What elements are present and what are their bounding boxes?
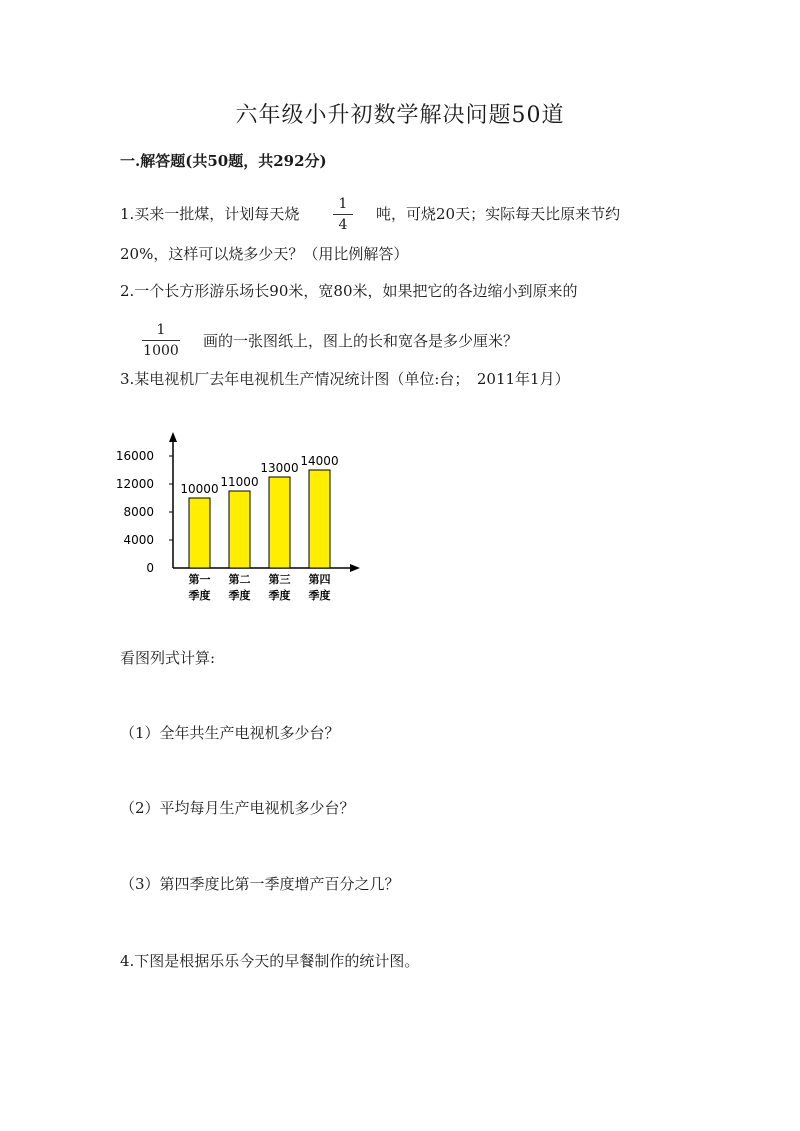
q2-fraction-bar xyxy=(142,340,180,341)
bar-value-label: 11000 xyxy=(220,475,259,489)
category-label-line2: 季度 xyxy=(228,589,251,602)
q1-fraction-numerator: 1 xyxy=(338,196,348,212)
category-label-line2: 季度 xyxy=(188,589,211,602)
category-label-line2: 季度 xyxy=(268,589,291,602)
category-label-line1: 第四 xyxy=(308,573,331,586)
q1-fraction xyxy=(333,196,353,233)
q3-prompt: 看图列式计算: xyxy=(120,649,216,667)
q4-text-line1: 4.下图是根据乐乐今天的早餐制作的统计图。 xyxy=(120,952,420,970)
q1-text-line2: 20%，这样可以烧多少天？（用比例解答） xyxy=(120,245,409,263)
bar-value-label: 10000 xyxy=(180,482,219,496)
q3-text-line1: 3.某电视机厂去年电视机生产情况统计图（单位:台； 2011年1月） xyxy=(120,370,570,388)
section-heading: 一.解答题(共50题，共292分) xyxy=(120,152,327,170)
q3-sub2: （2）平均每月生产电视机多少台？ xyxy=(120,799,355,817)
q1-text-part1: 1.买来一批煤，计划每天烧 xyxy=(120,205,300,223)
y-axis-arrow xyxy=(169,432,177,442)
q2-text-line1: 2.一个长方形游乐场长90米，宽80米，如果把它的各边缩小到原来的 xyxy=(120,282,578,300)
page-title: 六年级小升初数学解决问题50道 xyxy=(235,103,565,128)
q1-text-part2: 吨，可烧20天；实际每天比原来节约 xyxy=(376,205,621,223)
category-label-line2: 季度 xyxy=(308,589,331,602)
y-tick-label: 16000 xyxy=(115,449,154,463)
bar-value-label: 13000 xyxy=(260,461,299,475)
bar xyxy=(229,491,250,568)
x-axis-arrow xyxy=(350,564,360,572)
category-label-line1: 第三 xyxy=(268,573,291,586)
y-tick-label: 12000 xyxy=(115,477,154,491)
production-bar-chart xyxy=(110,430,370,610)
y-tick-label: 8000 xyxy=(123,505,154,519)
bar xyxy=(189,498,210,568)
q2-fraction-numerator: 1 xyxy=(156,322,166,338)
bar-value-label: 14000 xyxy=(300,454,339,468)
q2-fraction-denominator: 1000 xyxy=(143,343,179,359)
bar xyxy=(309,470,330,568)
q2-text-line2: 画的一张图纸上，图上的长和宽各是多少厘米？ xyxy=(203,332,519,350)
q1-fraction-denominator: 4 xyxy=(338,217,348,233)
category-label-line1: 第二 xyxy=(228,573,251,586)
category-label-line1: 第一 xyxy=(188,573,211,586)
q3-sub3: （3）第四季度比第一季度增产百分之几？ xyxy=(120,875,400,893)
q1-fraction-bar xyxy=(333,214,353,215)
q3-sub1: （1）全年共生产电视机多少台？ xyxy=(120,724,340,742)
y-tick-label: 0 xyxy=(146,561,154,575)
q2-fraction xyxy=(142,322,180,359)
y-tick-label: 4000 xyxy=(123,533,154,547)
bar xyxy=(269,477,290,568)
